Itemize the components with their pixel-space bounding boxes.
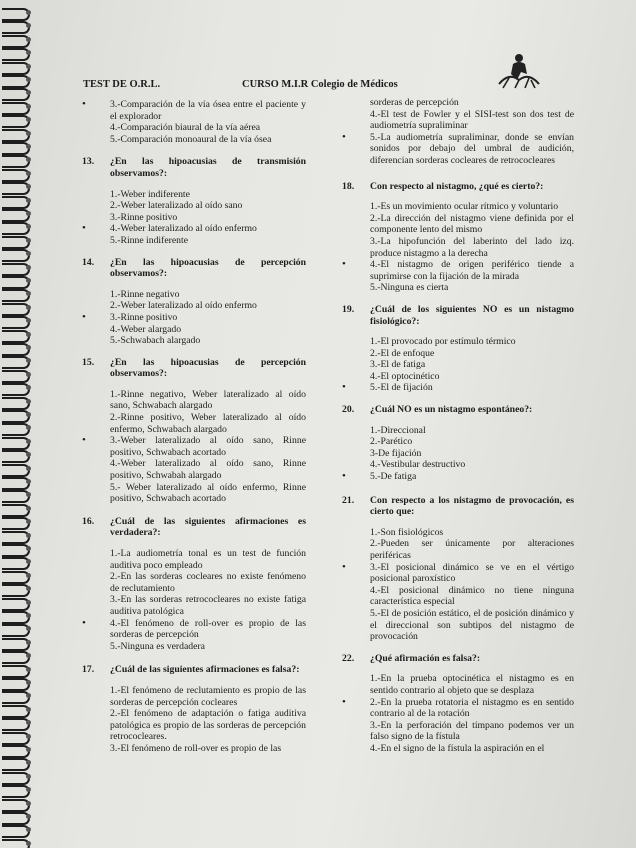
- question-15: [82, 356, 306, 505]
- question-19: [342, 303, 574, 394]
- answer-option: [110, 743, 306, 755]
- binding-hole: [26, 332, 31, 337]
- binding-hole: [26, 479, 31, 484]
- binding-hole: [26, 693, 31, 698]
- correct-answer-mark: •: [342, 381, 346, 394]
- answer-option: [110, 548, 306, 571]
- question-number: 21.: [342, 494, 355, 506]
- binding-hole: [26, 425, 31, 430]
- answer-option: [110, 571, 306, 594]
- options: [342, 526, 574, 643]
- question-20: [342, 404, 574, 483]
- binding-hole: [26, 613, 31, 618]
- correct-answer-mark: •: [82, 434, 86, 447]
- binding-hole: [26, 385, 31, 390]
- answer-option-text: 4.-El test de Fowler y el SISI-test son dos test de audiometría supraliminar: [370, 108, 574, 132]
- answer-option-text: 2.-En las sorderas cocleares no existe fenómeno de reclutamiento: [110, 571, 306, 594]
- answer-option-text: 4.-Vestibular destructivo: [370, 459, 466, 471]
- answer-option-text: 4.-Weber lateralizado al oído sano, Rinne positivo, Schwabah alargado: [110, 458, 306, 482]
- answer-option-text: 2.-Rinne positivo, Weber lateralizado al oído enfermo, Schwabach alargado: [110, 412, 306, 435]
- binding-hole: [26, 224, 31, 229]
- binding-hole: [26, 251, 31, 256]
- right-top-options: [342, 97, 574, 167]
- answer-option-text: 1.-Rinne negativo, Weber lateralizado al oído sano, Schwabach alargado: [110, 388, 306, 412]
- binding-hole: [26, 734, 31, 739]
- binding-hole: [26, 144, 31, 149]
- answer-option-text: 4.-El optocinético: [370, 370, 440, 382]
- answer-option-text: 4.-Comparación biaural de la vía aérea: [110, 122, 261, 134]
- correct-answer-mark: •: [82, 222, 86, 235]
- answer-option-text: 2.-En la prueba rotatoria el nistagmo es en sentido contrario al de la rotación: [370, 696, 574, 720]
- binding-hole: [26, 372, 31, 377]
- binding-hole: [26, 265, 31, 270]
- answer-option: [370, 336, 574, 348]
- binding-hole: [26, 506, 31, 511]
- answer-option-text: 5.-Ninguna es verdadera: [110, 640, 205, 652]
- answer-option-text: 2.-El fenómeno de adaptación o fatiga auditiva patológica es propio de las sorderas de percepción retrococleares.: [110, 708, 306, 743]
- binding-hole: [26, 533, 31, 538]
- answer-option: [342, 470, 574, 483]
- answer-option: [370, 348, 574, 360]
- answer-option-text: 1.-Weber indiferente: [110, 188, 190, 200]
- answer-option: [342, 258, 574, 282]
- answer-option-text: 3.-En las sorderas retrococleares no existe fatiga auditiva patológica: [110, 594, 306, 617]
- answer-option: [82, 310, 306, 324]
- answer-option: [110, 594, 306, 617]
- binding-hole: [26, 626, 31, 631]
- answer-option-text: 1.-La audiometría tonal es un test de función auditiva poco empleado: [110, 548, 306, 571]
- binding-hole: [26, 519, 31, 524]
- question-13: [82, 156, 306, 246]
- answer-option: [110, 189, 306, 201]
- answer-option: [370, 585, 574, 608]
- binding-hole: [26, 827, 31, 832]
- binding-hole: [26, 345, 31, 350]
- answer-option: [110, 335, 306, 347]
- answer-option-text: 5.-Ninguna es cierta: [370, 282, 449, 294]
- binding-hole: [26, 238, 31, 243]
- answer-option-text: 2.-El de enfoque: [370, 347, 435, 359]
- answer-option: [110, 212, 306, 224]
- binding-hole: [26, 278, 31, 283]
- question-number: 20.: [342, 404, 355, 416]
- answer-option-text: 5.-Rinne indiferente: [110, 234, 189, 246]
- binding-hole: [26, 439, 31, 444]
- answer-option: [370, 359, 574, 371]
- binding-hole: [26, 412, 31, 417]
- answer-option: [370, 109, 574, 132]
- binding-hole: [26, 198, 31, 203]
- binding-hole: [26, 492, 31, 497]
- answer-option-text: 5.-Schwabach alargado: [110, 335, 201, 347]
- correct-answer-mark: •: [82, 98, 86, 110]
- binding-hole: [26, 466, 31, 471]
- binding-hole: [26, 104, 31, 109]
- answer-option-text: 1.-En la prueba optocinética el nistagmo es en sentido contrario al objeto que se desplaza: [370, 673, 574, 696]
- correct-answer-mark: •: [82, 616, 86, 629]
- answer-option-text: 2.-Weber lateralizado al oído enfermo: [110, 300, 257, 312]
- binding-hole: [26, 291, 31, 296]
- binding-hole: [26, 720, 31, 725]
- binding-hole: [26, 640, 31, 645]
- answer-option: [370, 538, 574, 561]
- question-number: 17.: [82, 664, 95, 676]
- binding-hole: [26, 399, 31, 404]
- binding-hole: [26, 707, 31, 712]
- binding-hole: [26, 358, 31, 363]
- question-text: ¿Cuál NO es un nistagmo espontáneo?:: [370, 404, 533, 416]
- answer-option: [110, 300, 306, 312]
- answer-option: [82, 616, 306, 641]
- question-text: ¿Cuál de los siguientes NO es un nistagmo fisiológico?:: [370, 303, 574, 327]
- answer-option-text: 1.-El provocado por estímulo térmico: [370, 336, 516, 348]
- answer-option-text: 1.-Direccional: [370, 424, 426, 436]
- binding-hole: [26, 211, 31, 216]
- question-21: [342, 494, 574, 643]
- answer-option: [370, 213, 574, 236]
- answer-option: [370, 459, 574, 471]
- binding-hole: [26, 841, 31, 846]
- answer-option: [370, 720, 574, 743]
- options: [82, 188, 306, 247]
- answer-option: [110, 134, 306, 146]
- question-22: [342, 652, 574, 755]
- binding-hole: [26, 667, 31, 672]
- question-number: 16.: [82, 515, 95, 527]
- answer-option-text: 3.-Rinne positivo: [110, 311, 178, 323]
- binding-hole: [26, 37, 31, 42]
- options: [82, 388, 306, 505]
- answer-option-text: 3.-Weber lateralizado al oído sano, Rinne positivo, Schwabach acortado: [110, 435, 306, 458]
- answer-option: [370, 97, 574, 109]
- answer-option-text: 3-De fijación: [370, 447, 422, 459]
- binding-hole: [26, 600, 31, 605]
- binding-hole: [26, 171, 31, 176]
- answer-option-text: sorderas de percepción: [370, 97, 459, 108]
- binding-hole: [26, 318, 31, 323]
- binding-hole: [26, 747, 31, 752]
- right-column: [342, 97, 574, 755]
- answer-option-text: 2.-Parético: [370, 436, 413, 448]
- correct-answer-mark: •: [342, 258, 346, 271]
- binding-hole: [26, 90, 31, 95]
- answer-option: [110, 122, 306, 134]
- binding-hole: [26, 157, 31, 162]
- correct-answer-mark: •: [342, 695, 346, 708]
- question-number: 15.: [82, 356, 95, 368]
- answer-option: [110, 235, 306, 247]
- answer-option-text: 3.-La hipofunción del laberinto del lado izq. produce nistagmo a la derecha: [370, 235, 574, 259]
- binding-hole: [26, 680, 31, 685]
- question-text: Con respecto a los nistagmo de provocación, es cierto que:: [370, 494, 574, 518]
- answer-option-text: 2.-Pueden ser únicamente por alteraciones periféricas: [370, 538, 574, 561]
- correct-answer-mark: •: [342, 560, 346, 573]
- answer-option: [370, 448, 574, 460]
- question-text: ¿En las hipoacusias de percepción observamos?:: [110, 356, 306, 380]
- answer-option: [110, 641, 306, 653]
- binding-hole: [26, 801, 31, 806]
- binding-hole: [26, 10, 31, 15]
- binding-hole: [26, 117, 31, 122]
- options: [342, 201, 574, 294]
- binding-hole: [26, 305, 31, 310]
- binding-hole: [26, 77, 31, 82]
- options: [342, 673, 574, 754]
- answer-option-text: 5.-El de posición estático, el de posición dinámico y el direccional son subtipos del nistagmo de provocación: [370, 607, 574, 643]
- question-text: ¿Cuál de las siguientes afirmaciones es falsa?:: [110, 664, 300, 676]
- answer-option-text: 2.-La dirección del nistagmo viene definida por el componente lento del mismo: [370, 212, 574, 236]
- answer-option: [82, 98, 306, 122]
- binding-hole: [26, 760, 31, 765]
- answer-option-text: 3.-El posicional dinámico se ve en el vértigo posicional paroxístico: [370, 561, 574, 585]
- answer-option: [370, 743, 574, 755]
- question-16: [82, 515, 306, 653]
- question-text: ¿Cuál de las siguientes afirmaciones es verdadera?:: [110, 515, 306, 539]
- answer-option-text: 5.-De fatiga: [370, 471, 417, 483]
- correct-answer-mark: •: [82, 310, 86, 323]
- answer-option: [370, 673, 574, 696]
- page-header-center: CURSO M.I.R Colegio de Médicos: [242, 79, 398, 90]
- answer-option-text: 4.-Weber lateralizado al oído enfermo: [110, 223, 257, 235]
- answer-option: [110, 458, 306, 481]
- question-17: [82, 664, 306, 754]
- left-top-options: [82, 98, 306, 145]
- question-18: [342, 180, 574, 294]
- binding-hole: [26, 573, 31, 578]
- answer-option-text: 4.-El fenómeno de roll-over es propio de las sorderas de percepción: [110, 617, 306, 641]
- answer-option-text: 3.-El de fatiga: [370, 359, 426, 371]
- answer-option: [370, 436, 574, 448]
- answer-option: [370, 425, 574, 437]
- answer-option-text: 3.-El fenómeno de roll-over es propio de las: [110, 742, 282, 754]
- binding-hole: [26, 814, 31, 819]
- answer-option-text: 1.-Rinne negativo: [110, 288, 180, 300]
- answer-option-text: 1.-Son fisiológicos: [370, 526, 444, 538]
- binding-hole: [26, 546, 31, 551]
- answer-option-text: 5.-La audiometría supraliminar, donde se envían sonidos por debajo del umbral de audición, diferencian sorderas cocleares de retrococleares: [370, 131, 574, 166]
- binding-hole: [26, 452, 31, 457]
- answer-option-text: 2.-Weber lateralizado al oído sano: [110, 200, 243, 212]
- binding-hole: [26, 23, 31, 28]
- answer-option: [110, 685, 306, 708]
- left-column: [82, 98, 306, 755]
- options: [82, 548, 306, 652]
- answer-option-text: 4.-En el signo de la fístula la aspiración en el: [370, 742, 545, 754]
- answer-option: [110, 324, 306, 336]
- question-14: [82, 256, 306, 347]
- binding-hole: [26, 787, 31, 792]
- answer-option-text: 1.-Es un movimiento ocular rítmico y voluntario: [370, 201, 559, 213]
- correct-answer-mark: •: [342, 470, 346, 483]
- answer-option: [82, 434, 306, 458]
- answer-option-text: 5.-Comparación monoaural de la vía ósea: [110, 133, 272, 145]
- logo-seal: [493, 50, 545, 90]
- answer-option: [370, 282, 574, 294]
- options: [110, 685, 306, 755]
- answer-option: [110, 200, 306, 212]
- answer-option: [370, 201, 574, 213]
- question-text: Con respecto al nistagmo, ¿qué es cierto?:: [370, 180, 544, 192]
- question-number: 14.: [82, 256, 95, 268]
- answer-option-text: 1.-El fenómeno de reclutamiento es propio de las sorderas de percepción cocleares: [110, 684, 306, 708]
- answer-option-text: 3.-En la perforación del tímpano podemos ver un falso signo de la fístula: [370, 719, 574, 743]
- binding-hole: [26, 586, 31, 591]
- question-number: 19.: [342, 303, 355, 315]
- answer-option: [342, 381, 574, 394]
- correct-answer-mark: •: [342, 130, 346, 143]
- answer-option-text: 3.-Rinne positivo: [110, 211, 178, 223]
- answer-option-text: 5.- Weber lateralizado al oído enfermo, Rinne positivo, Schwabach acortado: [110, 481, 306, 505]
- question-number: 13.: [82, 156, 95, 168]
- answer-option: [82, 222, 306, 235]
- answer-option: [110, 389, 306, 412]
- spiral-binding: [0, 0, 36, 848]
- page-header-left: TEST DE O.R.L.: [83, 79, 161, 90]
- binding-hole: [26, 131, 31, 136]
- answer-option: [342, 560, 574, 585]
- answer-option-text: 4.-El posicional dinámico no tiene ninguna característica especial: [370, 584, 574, 608]
- question-text: ¿Qué afirmación es falsa?:: [370, 652, 481, 664]
- binding-hole: [26, 50, 31, 55]
- answer-option: [110, 412, 306, 435]
- question-number: 18.: [342, 180, 355, 192]
- options: [342, 336, 574, 394]
- answer-option-text: 4.-El nistagmo de origen periférico tiende a suprimirse con la fijación de la mirada: [370, 259, 574, 282]
- answer-option-text: 5.-El de fijación: [370, 382, 433, 394]
- binding-hole: [26, 184, 31, 189]
- question-number: 22.: [342, 652, 355, 664]
- binding-hole: [26, 559, 31, 564]
- answer-option: [110, 482, 306, 505]
- answer-option: [370, 236, 574, 259]
- answer-option: [342, 130, 574, 167]
- question-text: ¿En las hipoacusias de percepción observamos?:: [110, 256, 306, 280]
- answer-option-text: 4.-Weber alargado: [110, 323, 182, 335]
- answer-option: [370, 608, 574, 643]
- answer-option: [110, 289, 306, 301]
- answer-option: [370, 527, 574, 539]
- answer-option-text: 3.-Comparación de la vía ósea entre el paciente y el explorador: [110, 99, 306, 122]
- binding-hole: [26, 774, 31, 779]
- options: [342, 424, 574, 483]
- options: [82, 288, 306, 347]
- answer-option: [110, 708, 306, 743]
- binding-hole: [26, 64, 31, 69]
- question-text: ¿En las hipoacusias de transmisión observamos?:: [110, 156, 306, 179]
- binding-hole: [26, 653, 31, 658]
- answer-option: [370, 371, 574, 383]
- answer-option: [342, 695, 574, 720]
